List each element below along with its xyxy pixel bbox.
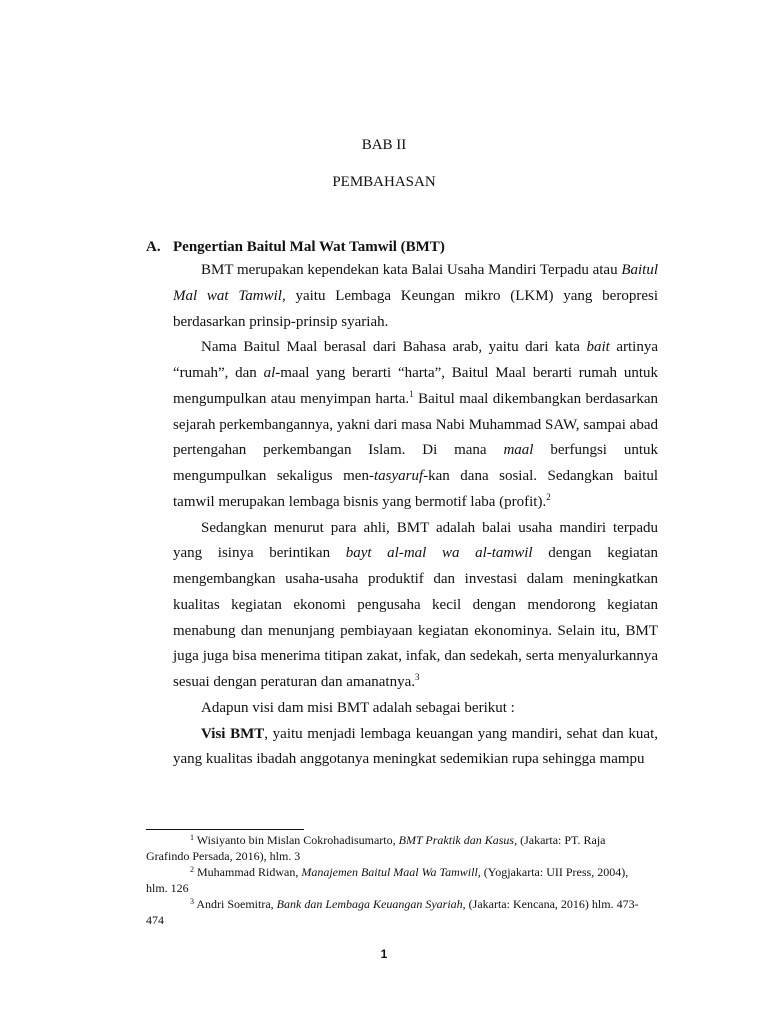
footnote-2 bbox=[146, 864, 650, 896]
footnote-text: Wisiyanto bin Mislan Cokrohadisumarto, bbox=[194, 833, 399, 847]
footnote-text: (Yogjakarta: UII Press, 2004), hlm. 126 bbox=[146, 865, 629, 895]
paragraph-text: yaitu Lembaga Keungan mikro (LKM) yang beropresi berdasarkan prinsip-prinsip syariah. bbox=[173, 287, 658, 330]
footnote-text: (Jakarta: PT. Raja Grafindo Persada, 2016), hlm. 3 bbox=[146, 833, 606, 863]
italic-term: tasyaruf bbox=[373, 468, 424, 484]
paragraph-text: -kan dana sosial. Sedangkan baitul tamwil merupakan lembaga bisnis yang bermotif laba (profit). bbox=[173, 468, 658, 510]
footnote-text: Andri Soemitra, bbox=[194, 897, 277, 911]
chapter-title: PEMBAHASAN bbox=[332, 174, 436, 190]
footnote-reference[interactable]: 3 bbox=[414, 672, 420, 682]
italic-term: bait bbox=[586, 339, 610, 356]
footnote-text: Muhammad Ridwan, bbox=[194, 865, 302, 879]
section-title: Pengertian Baitul Mal Wat Tamwil (BMT) bbox=[173, 239, 445, 255]
paragraph-text: Nama Baitul Maal berasal dari Bahasa arab, yaitu dari kata bbox=[201, 339, 587, 356]
footnote-number: 1 bbox=[190, 833, 194, 842]
paragraph-text: Baitul maal dikembangkan berdasarkan sejarah perkembangannya, yakni dari masa Nabi Muhammad SAW, sampai abad pertengahan perkembangan Islam. Di mana bbox=[173, 390, 658, 459]
paragraph-text: -maal yang berarti “harta”, Baitul Maal berarti rumah untuk mengumpulkan atau menyimpan harta. bbox=[173, 365, 658, 407]
footnote-title: Bank dan Lembaga Keuangan Syariah bbox=[276, 897, 463, 911]
paragraph-text: Sedangkan menurut para ahli, BMT adalah balai usaha mandiri terpadu yang isinya berintikan bbox=[173, 519, 658, 562]
body-text bbox=[173, 258, 658, 773]
bold-term: Visi BMT bbox=[201, 725, 265, 742]
italic-term: maal bbox=[503, 442, 534, 459]
footnote-1 bbox=[146, 832, 650, 864]
footnote-divider bbox=[146, 829, 304, 830]
paragraph-2 bbox=[173, 335, 658, 515]
page-number: 1 bbox=[380, 947, 388, 961]
footnote-number: 3 bbox=[190, 897, 194, 906]
section-number: A. bbox=[146, 239, 161, 255]
footnote-3 bbox=[146, 896, 650, 928]
paragraph-text: , yaitu menjadi lembaga keuangan yang mandiri, sehat dan kuat, yang kualitas ibadah anggotanya meningkat sedemikian rupa sehingga mampu bbox=[173, 725, 658, 768]
paragraph-text: dengan kegiatan mengembangkan usaha-usaha produktif dan investasi dalam meningkatkan kualitas kegiatan ekonomi pengusaha kecil dengan mendorong kegiatan menabung dan menunjang pembiayaan kegiatan ekonominya. Selain itu, BMT juga juga bisa menerima titipan zakat, infak, dan sedekah, serta menyalurkannya sesuai dengan peraturan dan amanatnya. bbox=[173, 545, 658, 690]
footnote-title: Manajemen Baitul Maal Wa Tamwill, bbox=[301, 865, 481, 879]
paragraph-1 bbox=[173, 258, 658, 335]
italic-term: bayt al-mal wa al-tamwil bbox=[345, 545, 533, 562]
paragraph-4: Adapun visi dam misi BMT adalah sebagai berikut : bbox=[201, 699, 515, 716]
section-heading bbox=[146, 239, 445, 256]
italic-term: al bbox=[263, 365, 276, 381]
footnote-reference[interactable]: 2 bbox=[546, 491, 551, 502]
paragraph-5 bbox=[173, 722, 658, 774]
italic-term: Baitul Mal wat Tamwil, bbox=[173, 262, 659, 304]
paragraph-text: artinya “rumah”, dan bbox=[173, 339, 658, 381]
paragraph-text: berfungsi untuk mengumpulkan sekaligus men- bbox=[173, 442, 658, 484]
footnote-number: 2 bbox=[190, 865, 194, 874]
footnotes bbox=[146, 832, 650, 928]
footnote-reference[interactable]: 1 bbox=[409, 388, 414, 399]
paragraph-text: BMT merupakan kependekan kata Balai Usaha Mandiri Terpadu atau bbox=[201, 262, 622, 278]
footnote-text: , (Jakarta: Kencana, 2016) hlm. 473-474 bbox=[146, 897, 639, 927]
footnote-title: BMT Praktik dan Kasus, bbox=[398, 833, 518, 847]
paragraph-3 bbox=[173, 516, 658, 696]
chapter-label: BAB II bbox=[361, 137, 407, 153]
